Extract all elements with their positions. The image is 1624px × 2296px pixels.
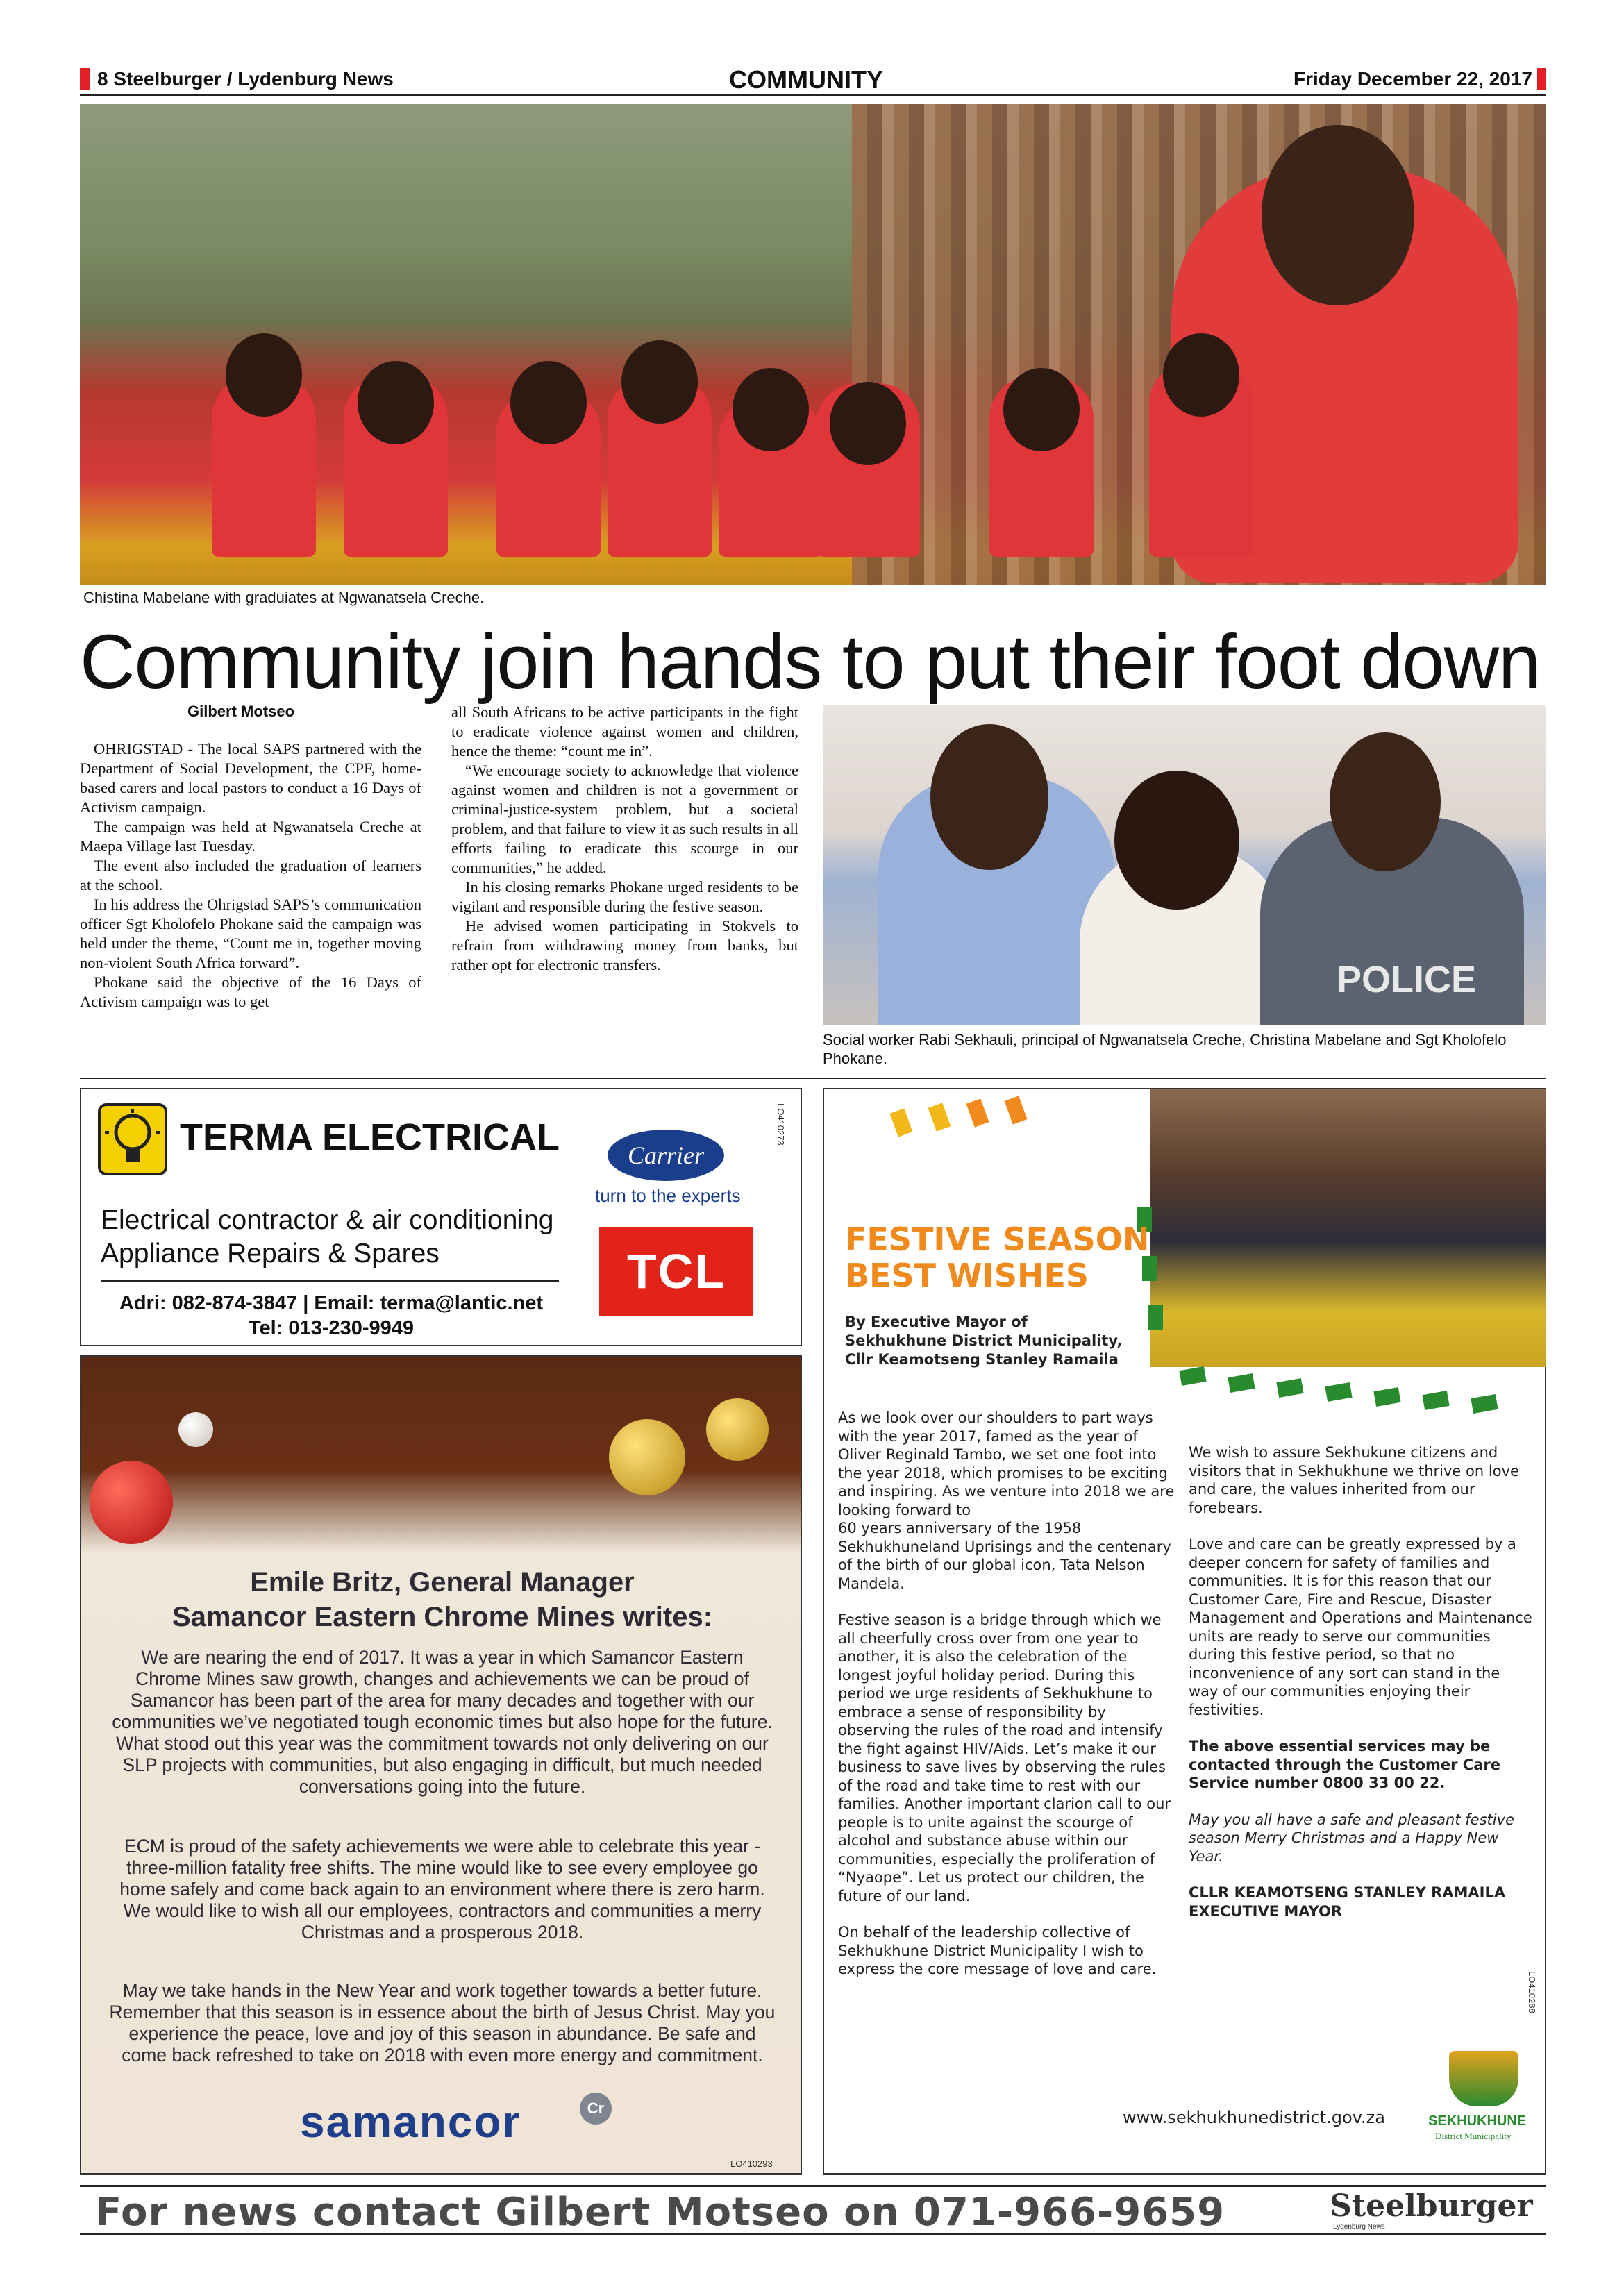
festive-website[interactable]: www.sekhukhunedistrict.gov.za [1123, 2108, 1385, 2127]
paragraph: Festive season is a bridge through which we all cheerfully cross over from one year to another, it is also the celebration of the longest joyful holiday period. During this period we urge residents of Sekhukhune to embrace a sense of responsibility by observing the rules of the road and intensify the fight against HIV/Aids. Let’s make it our business to save lives by observing the rules of the road and take time to rest with our families. Another important clarion call to our people is to unite against the scourge of alcohol and substance abuse within our communities, especially the proliferation of “Nyaope”. Let us protect our children, the future of our land. [838, 1611, 1171, 1904]
ad-code: LO410288 [1527, 1971, 1537, 2013]
section-rule [80, 1078, 1546, 1079]
municipality-name: SEKHUKHUNE [1428, 2113, 1527, 2129]
paragraph: Phokane said the objective of the 16 Days of Activism campaign was to get [80, 973, 421, 1010]
samancor-title-1: Emile Britz, General Manager [250, 1567, 635, 1598]
paragraph: Love and care can be greatly expressed by a deeper concern for safety of families and communities. It is for this reason that our Customer Care, Fire and Rescue, Disaster Management and Operations and Maintenance units are ready to serve our communities during this festive period, so that no inconvenience of any sort can stand in the way of our communities enjoying their festivities. [1189, 1536, 1532, 1718]
festive-by-2: Sekhukhune District Municipality, [845, 1332, 1123, 1349]
paragraph: May you all have a safe and pleasant festive season Merry Christmas and a Happy New Year. [1189, 1811, 1514, 1865]
ornament-red [90, 1461, 173, 1544]
footer-contact: For news contact Gilbert Motseo on 071-966-9659 [95, 2190, 1225, 2235]
article-column-2 [451, 703, 798, 975]
header-rule [80, 94, 1546, 96]
issue-date: Friday December 22, 2017 [1294, 68, 1532, 90]
carrier-logo: Carrier [608, 1130, 724, 1181]
woman-head [1262, 125, 1414, 305]
byline: Gilbert Motseo [187, 703, 295, 720]
section-title: COMMUNITY [729, 65, 883, 94]
samancor-paragraph-1: We are nearing the end of 2017. It was a year in which Samancor Eastern Chrome Mines saw growth, changes and achievements we can be proud of Samancor has been part of the area for many decades and together with our communities we’ve negotiated tough economic times but also hope for the future. What stood out this year was the commitment towards not only delivering on our SLP projects with communities, but also engaging in difficult, but much needed conversations going into the future. [112, 1647, 773, 1797]
paragraph: In his closing remarks Phokane urged residents to be vigilant and responsible during the festive season. [451, 878, 798, 915]
municipality-crest-icon [1449, 2051, 1518, 2106]
paragraph: In his address the Ohrigstad SAPS’s communication officer Sgt Kholofelo Phokane said the campaign was held under the theme, “Count me in, together moving non-violent South Africa forward”. [80, 896, 421, 971]
bell-gold [706, 1398, 769, 1461]
festive-title-2: BEST WISHES [845, 1257, 1089, 1294]
samancor-title-2: Samancor Eastern Chrome Mines writes: [171, 1602, 713, 1632]
paragraph: The above essential services may be contacted through the Customer Care Service number 0800 33 00 22. [1189, 1738, 1500, 1791]
festive-title-1: FESTIVE SEASON [845, 1221, 1150, 1258]
man-head [930, 724, 1048, 870]
paragraph: On behalf of the leadership collective of Sekhukhune District Municipality I wish to express the core message of love and care. [838, 1924, 1157, 1977]
header-accent-left [80, 68, 90, 90]
samancor-ad [80, 1355, 802, 2175]
paragraph: The campaign was held at Ngwanatsela Creche at Maepa Village last Tuesday. [80, 818, 421, 855]
paragraph: all South Africans to be active participants in the fight to eradicate violence against women and children, hence the theme: “count me in”. [451, 703, 798, 760]
article-photo [823, 705, 1546, 1025]
terma-contact-1: Adri: 082-874-3847 | Email: terma@lantic.net [119, 1292, 544, 1314]
chrome-mark-icon: Cr [580, 2093, 612, 2125]
divider [101, 1280, 559, 1282]
headline: Community join hands to put their foot down [80, 619, 1541, 705]
crowd-photo [1150, 1089, 1546, 1367]
signature-name: CLLR KEAMOTSENG STANLEY RAMAILA [1189, 1884, 1506, 1901]
ad-code: LO410273 [776, 1103, 786, 1146]
paragraph: The event also included the graduation of learners at the school. [80, 857, 421, 894]
paragraph: He advised women participating in Stokvels to refrain from withdrawing money from banks, but rather opt for electronic transfers. [451, 917, 798, 973]
terma-services-2: Appliance Repairs & Spares [101, 1239, 440, 1268]
page-info: 8 Steelburger / Lydenburg News [97, 68, 394, 90]
terma-electrical-ad [80, 1088, 802, 1346]
header-accent-right [1537, 68, 1546, 90]
steelburger-logo-sub: Lydenburg News [1333, 2223, 1385, 2231]
lightbulb-icon [98, 1103, 167, 1175]
article-column-1 [80, 739, 421, 1012]
ornament-gold [609, 1419, 685, 1495]
tcl-logo: TCL [599, 1227, 753, 1316]
top-photo-caption: Chistina Mabelane with graduiates at Ngwanatsela Creche. [83, 589, 485, 606]
festive-by-3: Cllr Keamotseng Stanley Ramaila [845, 1351, 1119, 1368]
terma-contact-2: Tel: 013-230-9949 [248, 1317, 415, 1339]
municipality-sub: District Municipality [1435, 2131, 1512, 2141]
footer-banner [80, 2185, 1546, 2235]
terma-title: TERMA ELECTRICAL [180, 1116, 560, 1158]
sekhukhune-festive-ad [823, 1088, 1546, 2175]
top-photo [80, 104, 1546, 585]
carrier-tagline: turn to the experts [595, 1185, 741, 1206]
ad-code: LO410293 [730, 2159, 773, 2169]
paragraph: “We encourage society to acknowledge that violence against women and children is not a government or criminal-justice-system problem, but a societal problem, and that failure to view it as such results in all efforts failing to eradicate this scourge in our communities,” he added. [451, 762, 798, 876]
samancor-logo: samancor [300, 2097, 521, 2147]
festive-left-column [838, 1409, 1175, 1997]
article-photo-caption: Social worker Rabi Sekhauli, principal of Ngwanatsela Creche, Christina Mabelane and Sgt Kholofelo Phokane. [823, 1031, 1507, 1067]
festive-right-column [1189, 1443, 1532, 1920]
paragraph: As we look over our shoulders to part ways with the year 2017, famed as the year of Oliver Reginald Tambo, we set one foot into the year 2018, which promises to be exciting and inspiring. As we venture into 2018 we are looking forward to 60 years anniversary of the 1958 Sekhukhuneland Uprisings and the centenary of the birth of our global icon, Tata Nelson Mandela. [838, 1409, 1175, 1592]
samancor-paragraph-2: ECM is proud of the safety achievements we were able to celebrate this year - three-million fatality free shifts. The mine would like to see every employee go home safely and come back again to an environment where there is zero harm. We would like to wish all our employees, contractors and communities a merry Christmas and a prosperous 2018. [119, 1836, 765, 1943]
terma-services-1: Electrical contractor & air conditioning [101, 1205, 554, 1235]
officer-head [1330, 732, 1441, 871]
woman-head [1114, 771, 1239, 910]
ornament-white [178, 1412, 213, 1447]
samancor-paragraph-3: May we take hands in the New Year and work together towards a better future. Remember that this season is in essence about the birth of Jesus Christ. May you experience the peace, love and joy of this season in abundance. Be safe and come back refreshed to take on 2018 with even more energy and commitment. [109, 1980, 776, 2065]
paragraph: We wish to assure Sekhukune citizens and visitors that in Sekhukhune we thrive on love and care, the values inherited from our forebears. [1189, 1444, 1519, 1516]
festive-by-1: By Executive Mayor of [845, 1314, 1028, 1330]
steelburger-logo: Steelburger [1330, 2188, 1533, 2224]
police-label: POLICE [1337, 959, 1477, 1000]
signature-title: EXECUTIVE MAYOR [1189, 1902, 1343, 1920]
paragraph: OHRIGSTAD - The local SAPS partnered with the Department of Social Development, the CPF, home-based carers and local pastors to conduct a 16 Days of Activism campaign. [80, 740, 421, 816]
